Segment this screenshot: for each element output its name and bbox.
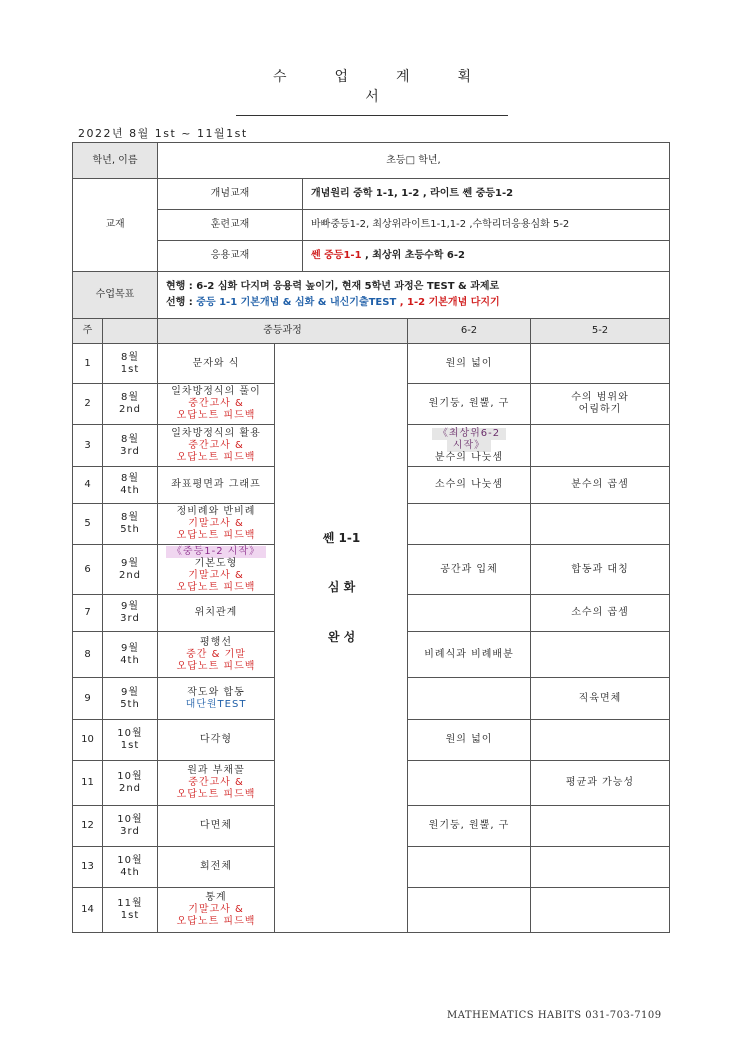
week-date <box>103 678 158 720</box>
grade-5-2-cell <box>531 632 670 678</box>
week-number: 10 <box>73 720 103 761</box>
week-month: 10월 <box>117 728 143 739</box>
middle-course-line: 오답노트 피드백 <box>176 789 256 800</box>
goal-line2-blue: 중등 1-1 기본개념 & 심화 & 내신기출TEST <box>196 297 397 308</box>
grade-6-2-cell-line: 분수의 나눗셈 <box>434 451 504 463</box>
middle-course-cell <box>158 504 275 545</box>
week-ordinal: 3rd <box>120 445 140 457</box>
week-month: 9월 <box>120 642 140 654</box>
goal-line1: 현행 : 6-2 심화 다지며 응용력 높이기, 현재 5학년 과정은 TEST & 과제로 <box>166 281 500 292</box>
grade-5-2-cell <box>531 467 670 504</box>
header-week: 주 <box>73 319 103 344</box>
practice-row <box>73 210 670 241</box>
goal-row <box>73 272 670 319</box>
middle-course-cell <box>158 888 275 933</box>
header-empty <box>103 319 158 344</box>
week-number: 1 <box>73 344 103 384</box>
middle-course-line: 다각형 <box>200 734 232 745</box>
grade-6-2-cell <box>408 888 531 933</box>
start-marker: 《중등1-2 시작》 <box>166 546 266 558</box>
title-char: 서 <box>365 89 379 105</box>
middle-course-cell <box>158 344 275 384</box>
grade-6-2-cell-line: 원기둥, 원뿔, 구 <box>428 398 510 409</box>
week-number: 12 <box>73 806 103 847</box>
middle-course-line: 정비례와 반비례 <box>176 506 256 517</box>
week-date <box>103 545 158 595</box>
week-number: 5 <box>73 504 103 545</box>
grade-6-2-cell-line: 원기둥, 원뿔, 구 <box>428 820 510 831</box>
concept-value: 개념원리 중학 1-1, 1-2 , 라이트 쎈 중등1-2 <box>303 179 670 210</box>
week-date <box>103 632 158 678</box>
middle-course-cell <box>158 678 275 720</box>
middle-course-line: 위치관계 <box>194 607 238 618</box>
applied-label: 응용교재 <box>158 241 303 272</box>
middle-course-line: 오답노트 피드백 <box>176 660 256 672</box>
middle-course-line: 다면체 <box>200 820 232 831</box>
week-ordinal: 4th <box>120 485 140 496</box>
grade-6-2-cell-line <box>410 440 528 452</box>
middle-course-cell <box>158 384 275 425</box>
week-date <box>103 595 158 632</box>
week-ordinal: 4th <box>120 654 140 666</box>
middle-course-line: 중간고사 & <box>188 439 244 451</box>
week-date <box>103 888 158 933</box>
grade-5-2-cell <box>531 504 670 545</box>
grade-5-2-cell-line: 분수의 곱셈 <box>571 479 629 490</box>
middle-course-line: 기말고사 & <box>188 518 244 529</box>
grade-5-2-cell <box>531 761 670 806</box>
goal-line2 <box>166 295 667 311</box>
grade-5-2-cell-line: 직육면체 <box>578 692 622 704</box>
document-title <box>236 66 508 116</box>
title-char: 획 <box>457 69 472 85</box>
grade-5-2-cell <box>531 595 670 632</box>
week-row <box>73 344 670 384</box>
middle-course-line: 중간 & 기말 <box>186 648 246 660</box>
goal-label: 수업목표 <box>73 272 158 319</box>
middle-course-cell <box>158 847 275 888</box>
grade-6-2-cell <box>408 720 531 761</box>
middle-course-line: 회전체 <box>200 861 232 872</box>
practice-label: 훈련교재 <box>158 210 303 241</box>
week-number: 7 <box>73 595 103 632</box>
week-number: 9 <box>73 678 103 720</box>
middle-course-cell <box>158 545 275 595</box>
week-number: 6 <box>73 545 103 595</box>
week-month: 8월 <box>120 351 140 363</box>
week-date <box>103 467 158 504</box>
applied-value-red: 쎈 중등1-1 <box>311 250 362 261</box>
week-number: 13 <box>73 847 103 888</box>
header-row <box>73 319 670 344</box>
week-month: 9월 <box>120 601 140 612</box>
middle-course-line: 중간고사 & <box>188 777 244 788</box>
grade-5-2-cell <box>531 678 670 720</box>
grade-5-2-cell <box>531 888 670 933</box>
middle-course-cell <box>158 467 275 504</box>
grade-6-2-cell-line: 원의 넓이 <box>445 357 493 369</box>
goal-line2-red: , 1-2 기본개념 다지기 <box>396 297 500 308</box>
week-ordinal: 1st <box>120 910 140 921</box>
week-date <box>103 847 158 888</box>
applied-value <box>303 241 670 272</box>
week-number: 3 <box>73 425 103 467</box>
middle-course-line: 오답노트 피드백 <box>176 410 256 421</box>
week-month: 8월 <box>120 473 140 484</box>
header-5-2: 5-2 <box>531 319 670 344</box>
middle-course-cell <box>158 761 275 806</box>
week-ordinal: 2nd <box>118 569 142 581</box>
week-date <box>103 504 158 545</box>
grade-5-2-cell-line: 어림하기 <box>578 404 622 415</box>
middle-course-line: 원과 부채꼴 <box>187 765 245 776</box>
merged-column-line1: 쎈 1-1 <box>322 531 361 545</box>
grade-6-2-cell <box>408 678 531 720</box>
week-month: 10월 <box>117 771 143 782</box>
grade-6-2-cell-line: 소수의 나눗셈 <box>434 479 504 490</box>
grade-6-2-cell <box>408 384 531 425</box>
middle-course-cell <box>158 806 275 847</box>
footer-text: MATHEMATICS HABITS 031-703-7109 <box>447 1010 662 1021</box>
middle-course-line: 기말고사 & <box>188 569 244 581</box>
week-number: 2 <box>73 384 103 425</box>
grade-6-2-cell <box>408 467 531 504</box>
middle-course-line: 작도와 합동 <box>187 686 245 698</box>
middle-course-line: 오답노트 피드백 <box>176 451 256 463</box>
grade-6-2-cell-line: 공간과 입체 <box>440 563 498 575</box>
week-ordinal: 3rd <box>120 826 140 837</box>
week-month: 10월 <box>117 814 143 825</box>
period-text: 2022년 8월 1st ~ 11월1st <box>78 127 248 140</box>
middle-course-cell <box>158 595 275 632</box>
week-ordinal: 5th <box>120 698 140 710</box>
applied-row <box>73 241 670 272</box>
week-ordinal: 1st <box>120 740 140 751</box>
grade-6-2-cell <box>408 504 531 545</box>
week-ordinal: 3rd <box>120 613 140 624</box>
week-number: 4 <box>73 467 103 504</box>
week-date <box>103 344 158 384</box>
week-month: 11월 <box>117 898 143 909</box>
grade-5-2-cell <box>531 806 670 847</box>
student-value: 초등□ 학년, <box>158 143 670 179</box>
grade-5-2-cell-line: 합동과 대칭 <box>571 563 629 575</box>
grade-6-2-cell <box>408 632 531 678</box>
textbook-label: 교재 <box>73 179 158 272</box>
week-date <box>103 806 158 847</box>
concept-row <box>73 179 670 210</box>
middle-course-line: 일차방정식의 활용 <box>171 427 261 439</box>
middle-course-line: 문자와 식 <box>192 357 240 369</box>
week-ordinal: 2nd <box>118 783 142 794</box>
concept-label: 개념교재 <box>158 179 303 210</box>
applied-value-rest: , 최상위 초등수학 6-2 <box>361 250 465 261</box>
week-month: 9월 <box>120 557 140 569</box>
merged-column <box>275 344 408 933</box>
week-month: 10월 <box>117 855 143 866</box>
goal-line2-prefix: 선행 : <box>166 297 197 308</box>
goal-value <box>158 272 670 319</box>
grade-5-2-cell <box>531 425 670 467</box>
grade-6-2-cell-line <box>410 428 528 440</box>
middle-course-line: 통계 <box>205 892 227 903</box>
week-ordinal: 2nd <box>118 404 142 415</box>
week-date <box>103 761 158 806</box>
grade-5-2-cell <box>531 720 670 761</box>
middle-course-cell <box>158 720 275 761</box>
middle-course-line: 대단원TEST <box>185 698 247 710</box>
header-6-2: 6-2 <box>408 319 531 344</box>
middle-course-line: 기말고사 & <box>188 904 244 915</box>
start-marker: 시작》 <box>447 440 491 452</box>
grade-6-2-cell <box>408 425 531 467</box>
grade-6-2-cell <box>408 595 531 632</box>
grade-6-2-cell <box>408 806 531 847</box>
week-month: 9월 <box>120 686 140 698</box>
title-char: 계 <box>396 69 410 85</box>
student-label: 학년, 이름 <box>73 143 158 179</box>
middle-course-line: 좌표평면과 그래프 <box>171 479 261 490</box>
week-month: 8월 <box>120 392 140 403</box>
practice-value: 바빠중등1-2, 최상위라이트1-1,1-2 ,수학리더응용심화 5-2 <box>303 210 670 241</box>
middle-course-line: 중간고사 & <box>188 398 244 409</box>
lesson-plan-table <box>72 142 670 933</box>
grade-6-2-cell <box>408 545 531 595</box>
middle-course-cell <box>158 425 275 467</box>
week-ordinal: 5th <box>120 524 140 535</box>
title-char: 업 <box>334 69 348 85</box>
grade-6-2-cell <box>408 847 531 888</box>
week-number: 11 <box>73 761 103 806</box>
grade-5-2-cell-line: 소수의 곱셈 <box>571 607 629 618</box>
title-char: 수 <box>272 69 287 85</box>
week-ordinal: 4th <box>120 867 140 878</box>
grade-6-2-cell-line: 원의 넓이 <box>445 734 493 745</box>
grade-5-2-cell-line: 수의 범위와 <box>571 392 629 403</box>
grade-5-2-cell <box>531 545 670 595</box>
middle-course-line: 오답노트 피드백 <box>176 530 256 541</box>
merged-column-line2: 심 화 <box>327 580 356 594</box>
grade-6-2-cell <box>408 761 531 806</box>
grade-5-2-cell-line: 평균과 가능성 <box>565 777 635 788</box>
middle-course-line: 오답노트 피드백 <box>176 916 256 927</box>
grade-6-2-cell-line: 비례식과 비례배분 <box>424 648 514 660</box>
middle-course-line: 오답노트 피드백 <box>176 581 256 593</box>
start-marker: 《최상위6-2 <box>432 428 506 440</box>
week-date <box>103 384 158 425</box>
grade-5-2-cell <box>531 344 670 384</box>
middle-course-line: 일차방정식의 풀이 <box>171 386 261 397</box>
week-date <box>103 720 158 761</box>
week-month: 8월 <box>120 512 140 523</box>
grade-6-2-cell <box>408 344 531 384</box>
grade-5-2-cell <box>531 384 670 425</box>
middle-course-line: 평행선 <box>200 636 232 648</box>
student-row <box>73 143 670 179</box>
middle-course-line: 기본도형 <box>194 557 238 569</box>
week-number: 8 <box>73 632 103 678</box>
week-date <box>103 425 158 467</box>
merged-column-line3: 완 성 <box>327 630 356 644</box>
header-middle: 중등과정 <box>158 319 408 344</box>
middle-course-cell <box>158 632 275 678</box>
middle-course-line <box>160 546 272 558</box>
week-month: 8월 <box>120 433 140 445</box>
week-number: 14 <box>73 888 103 933</box>
week-ordinal: 1st <box>120 363 140 375</box>
grade-5-2-cell <box>531 847 670 888</box>
